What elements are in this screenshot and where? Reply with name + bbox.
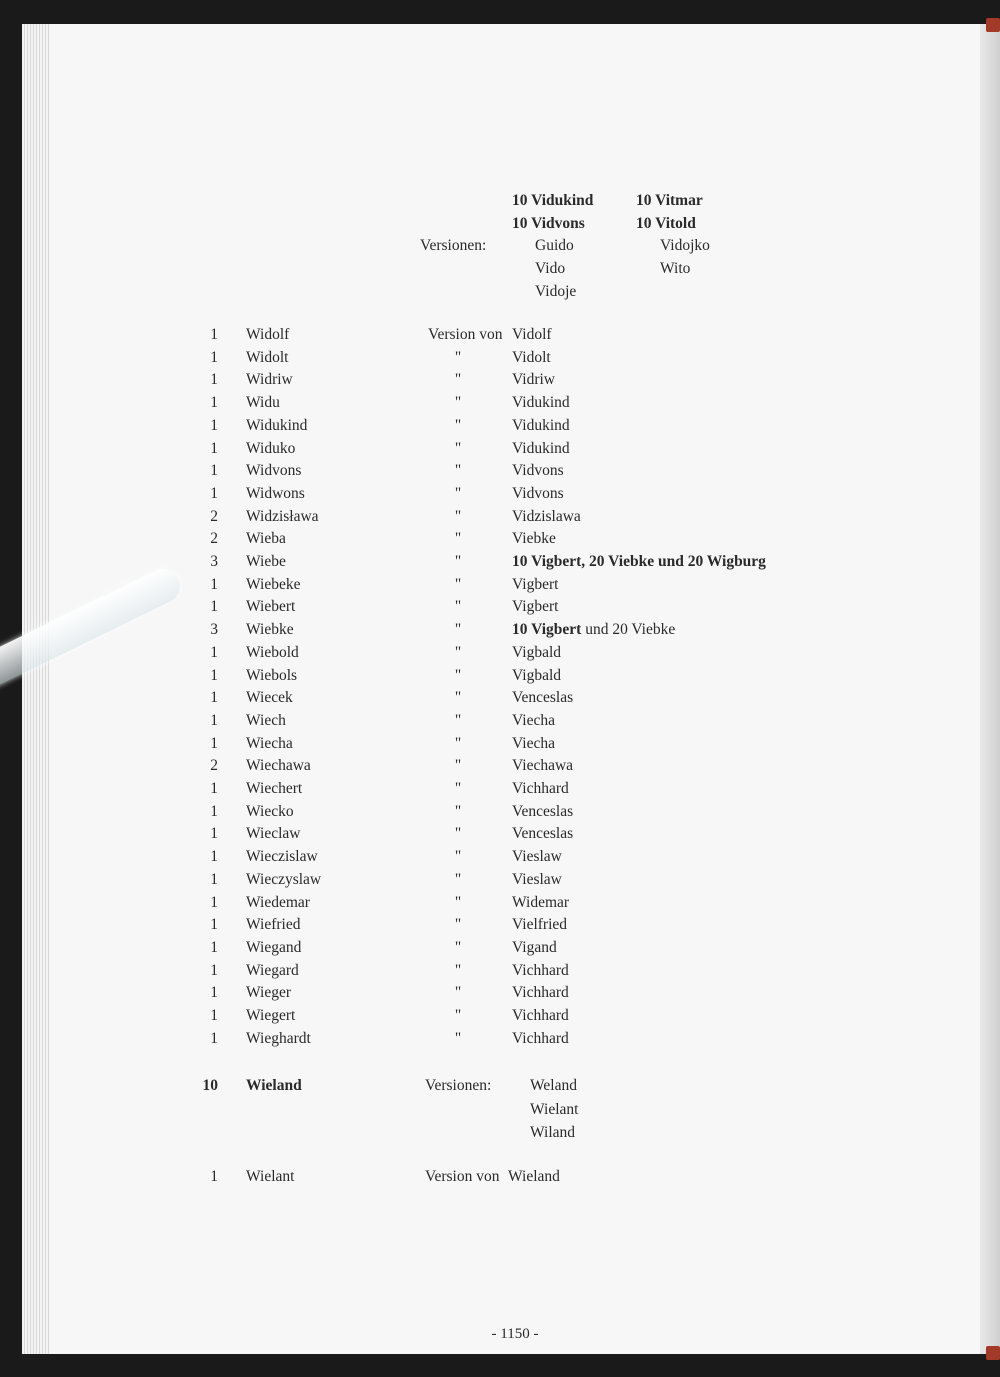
- table-row: [0, 823, 1000, 845]
- entry-ref: Vigbert: [512, 598, 559, 616]
- entry-name: Wiebeke: [246, 575, 301, 593]
- wielant-row: [0, 1166, 1000, 1188]
- entry-ref: [512, 619, 675, 641]
- entry-ref: Vichhard: [512, 1029, 569, 1047]
- entry-count: 1: [210, 825, 218, 843]
- entry-name: Wiegert: [246, 1007, 296, 1024]
- entry-count: 1: [210, 1029, 218, 1047]
- entry-ref: [512, 551, 766, 573]
- entry-name: Wiecha: [246, 734, 293, 752]
- ditto-mark: ": [454, 394, 462, 412]
- table-row: [0, 483, 1000, 505]
- versions-label: Versionen:: [425, 1077, 492, 1094]
- ditto-mark: ": [454, 484, 462, 502]
- ditto-mark: ": [454, 938, 462, 956]
- entry-count: 1: [210, 371, 218, 389]
- entry-ref-bold: 10 Vigbert, 20 Viebke und 20 Wigburg: [512, 553, 766, 570]
- entry-name: Wiecko: [246, 802, 294, 820]
- table-row: [0, 369, 1000, 391]
- version-value: Guido: [535, 237, 574, 254]
- table-row: [0, 801, 1000, 823]
- ditto-mark: ": [454, 507, 462, 525]
- entry-ref: Venceslas: [512, 689, 574, 707]
- entry-count: 2: [210, 507, 218, 525]
- entry-name: Wiebe: [246, 553, 286, 570]
- entry-name: Widolt: [246, 348, 289, 366]
- entry-name: Wiebold: [246, 643, 299, 661]
- entry-name: Widukind: [246, 416, 308, 434]
- ditto-mark: ": [454, 416, 462, 434]
- ditto-mark: ": [454, 711, 462, 729]
- entry-ref: Vidolt: [512, 348, 551, 366]
- ditto-mark: ": [454, 598, 462, 616]
- ditto-mark: ": [454, 870, 462, 888]
- entry-name: Wiebols: [246, 666, 298, 684]
- version-value: Weland: [530, 1077, 577, 1094]
- entry-name: Wiechert: [246, 780, 303, 797]
- spine-mark-top: [986, 18, 1000, 32]
- entry-count: 1: [210, 598, 218, 616]
- entry-name: Wieczislaw: [246, 848, 318, 866]
- table-row: [0, 415, 1000, 437]
- entry-ref: Viecha: [512, 711, 555, 729]
- entry-name: Widwons: [246, 484, 305, 502]
- entry-count: 1: [210, 984, 218, 1002]
- ditto-mark: ": [454, 553, 462, 570]
- variant-bold: 10 Vitold: [636, 215, 696, 232]
- table-row: [0, 914, 1000, 936]
- entry-ref: Wieland: [508, 1168, 560, 1185]
- entry-name: Wiebke: [246, 621, 294, 639]
- table-row: [0, 869, 1000, 891]
- table-row: [0, 619, 1000, 641]
- table-row: [0, 392, 1000, 414]
- table-row: [0, 846, 1000, 868]
- entry-ref: Vidukind: [512, 394, 570, 412]
- top-row-4: [0, 258, 1000, 280]
- entry-count: 1: [210, 893, 218, 911]
- table-row: [0, 687, 1000, 709]
- version-value: Vido: [535, 260, 566, 277]
- table-row: [0, 960, 1000, 982]
- entry-count: 1: [210, 575, 218, 593]
- table-row: [0, 665, 1000, 687]
- table-row: [0, 1005, 1000, 1027]
- top-row-2: [0, 213, 1000, 235]
- entry-name: Widolf: [246, 326, 290, 343]
- entry-name: Wieclaw: [246, 825, 301, 843]
- entry-name: Wiecek: [246, 689, 293, 707]
- entry-name: Wieger: [246, 984, 291, 1002]
- entry-count: 1: [210, 462, 218, 480]
- entry-ref: Vidolf: [512, 326, 552, 343]
- entry-name: Wiegand: [246, 938, 302, 956]
- top-row-3: [0, 235, 1000, 257]
- entry-count: 1: [210, 348, 218, 366]
- entry-ref: Vidvons: [512, 484, 564, 502]
- table-row: [0, 982, 1000, 1004]
- table-row: [0, 551, 1000, 573]
- variant-bold: 10 Vidukind: [512, 192, 594, 209]
- spine-mark-bottom: [986, 1346, 1000, 1360]
- entry-count: 1: [210, 1007, 218, 1024]
- top-row-1: [0, 190, 1000, 212]
- entry-count: 1: [210, 711, 218, 729]
- entry-count: 1: [210, 484, 218, 502]
- entry-ref: Viebke: [512, 530, 556, 548]
- variant-bold: 10 Vidvons: [512, 215, 585, 232]
- ditto-mark: ": [454, 802, 462, 820]
- entry-count: 1: [210, 870, 218, 888]
- entry-count: 2: [210, 530, 218, 548]
- ditto-mark: ": [454, 984, 462, 1002]
- ditto-mark: ": [454, 757, 462, 775]
- ditto-mark: ": [454, 893, 462, 911]
- version-value: Vidojko: [660, 237, 710, 254]
- entry-ref: Vieslaw: [512, 848, 562, 866]
- ditto-mark: ": [454, 439, 462, 457]
- ditto-mark: ": [454, 530, 462, 548]
- entry-ref: Vigbert: [512, 575, 559, 593]
- entry-ref: Vidukind: [512, 439, 570, 457]
- entry-ref: Venceslas: [512, 825, 574, 843]
- entry-ref: Widemar: [512, 893, 570, 911]
- table-row: [0, 755, 1000, 777]
- entry-ref: Vidzislawa: [512, 507, 581, 525]
- wieland-row: [0, 1075, 1000, 1097]
- entry-count: 1: [210, 689, 218, 707]
- table-row: [0, 937, 1000, 959]
- table-row: [0, 347, 1000, 369]
- table-row: [0, 710, 1000, 732]
- table-row: [0, 642, 1000, 664]
- table-row: [0, 1028, 1000, 1050]
- entry-ref: Vielfried: [512, 916, 568, 934]
- ditto-mark: ": [454, 462, 462, 480]
- entry-count: 2: [210, 757, 218, 775]
- entry-name: Widvons: [246, 462, 302, 480]
- entry-count: 1: [210, 1168, 218, 1185]
- entry-ref: Vichhard: [512, 1007, 569, 1024]
- entry-count: 1: [210, 780, 218, 797]
- ditto-mark: ": [454, 643, 462, 661]
- table-row: [0, 438, 1000, 460]
- ditto-mark: ": [454, 689, 462, 707]
- version-of-label: Version von: [428, 326, 503, 343]
- entry-count: 1: [210, 643, 218, 661]
- ditto-mark: ": [454, 371, 462, 389]
- version-value: Wielant: [530, 1101, 579, 1118]
- entry-ref-rest: und 20 Viebke: [581, 621, 676, 639]
- ditto-mark: ": [454, 780, 462, 797]
- ditto-mark: ": [454, 666, 462, 684]
- entry-count: 1: [210, 848, 218, 866]
- entry-count: 1: [210, 961, 218, 979]
- table-row: [0, 506, 1000, 528]
- table-row: [0, 733, 1000, 755]
- entry-name: Wieland: [246, 1077, 302, 1094]
- entry-ref: Vieslaw: [512, 870, 562, 888]
- wieland-version-row: [0, 1099, 1000, 1121]
- ditto-mark: ": [454, 734, 462, 752]
- entry-ref: Vigand: [512, 938, 557, 956]
- ditto-mark: ": [454, 848, 462, 866]
- version-value: Vidoje: [535, 283, 577, 300]
- ditto-mark: ": [454, 348, 462, 366]
- entry-count: 1: [210, 938, 218, 956]
- entry-name: Wiedemar: [246, 893, 310, 911]
- entry-ref: Vigbald: [512, 643, 562, 661]
- entry-name: Wiebert: [246, 598, 296, 616]
- entry-ref: Vidriw: [512, 371, 555, 389]
- page-number: - 1150 -: [491, 1326, 539, 1342]
- entry-ref: Viecha: [512, 734, 555, 752]
- entry-count: 1: [210, 734, 218, 752]
- version-of-label: Version von: [425, 1168, 500, 1185]
- versions-label: Versionen:: [420, 237, 487, 254]
- entry-count: 1: [210, 916, 218, 934]
- table-row: [0, 324, 1000, 346]
- entry-count: 3: [210, 621, 218, 639]
- entry-ref: Vichhard: [512, 961, 569, 979]
- entry-ref: Vichhard: [512, 984, 569, 1002]
- entry-name: Wiefried: [246, 916, 301, 934]
- entry-name: Widu: [246, 394, 280, 412]
- entry-name: Widzisława: [246, 507, 319, 525]
- ditto-mark: ": [454, 621, 462, 639]
- table-row: [0, 528, 1000, 550]
- table-row: [0, 778, 1000, 800]
- entry-ref: Vichhard: [512, 780, 569, 797]
- entry-name: Wieba: [246, 530, 286, 548]
- ditto-mark: ": [454, 1007, 462, 1024]
- entry-name: Wielant: [246, 1168, 295, 1185]
- table-row: [0, 460, 1000, 482]
- entry-count: 1: [210, 439, 218, 457]
- top-row-5: [0, 281, 1000, 303]
- entry-count: 10: [202, 1077, 218, 1094]
- wieland-version-row: [0, 1122, 1000, 1144]
- version-value: Wiland: [530, 1124, 576, 1141]
- entry-count: 1: [210, 802, 218, 820]
- entry-name: Wiech: [246, 711, 286, 729]
- entry-count: 1: [210, 416, 218, 434]
- entry-name: Wieghardt: [246, 1029, 311, 1047]
- entry-name: Widriw: [246, 371, 293, 389]
- entry-name: Wieczyslaw: [246, 870, 322, 888]
- entry-ref: Vigbald: [512, 666, 562, 684]
- entry-ref: Viechawa: [512, 757, 574, 775]
- entry-count: 1: [210, 394, 218, 412]
- entry-count: 1: [210, 326, 218, 343]
- ditto-mark: ": [454, 916, 462, 934]
- entry-count: 1: [210, 666, 218, 684]
- ditto-mark: ": [454, 825, 462, 843]
- variant-bold: 10 Vitmar: [636, 192, 703, 209]
- ditto-mark: ": [454, 961, 462, 979]
- ditto-mark: ": [454, 1029, 462, 1047]
- entry-name: Widuko: [246, 439, 296, 457]
- version-value: Wito: [660, 260, 691, 277]
- entry-name: Wiegard: [246, 961, 299, 979]
- entry-ref-bold: 10 Vigbert: [512, 621, 582, 639]
- table-row: [0, 892, 1000, 914]
- ditto-mark: ": [454, 575, 462, 593]
- entry-name: Wiechawa: [246, 757, 311, 775]
- entry-ref: Venceslas: [512, 802, 574, 820]
- entry-ref: Vidukind: [512, 416, 570, 434]
- entry-count: 3: [210, 553, 218, 570]
- entry-ref: Vidvons: [512, 462, 564, 480]
